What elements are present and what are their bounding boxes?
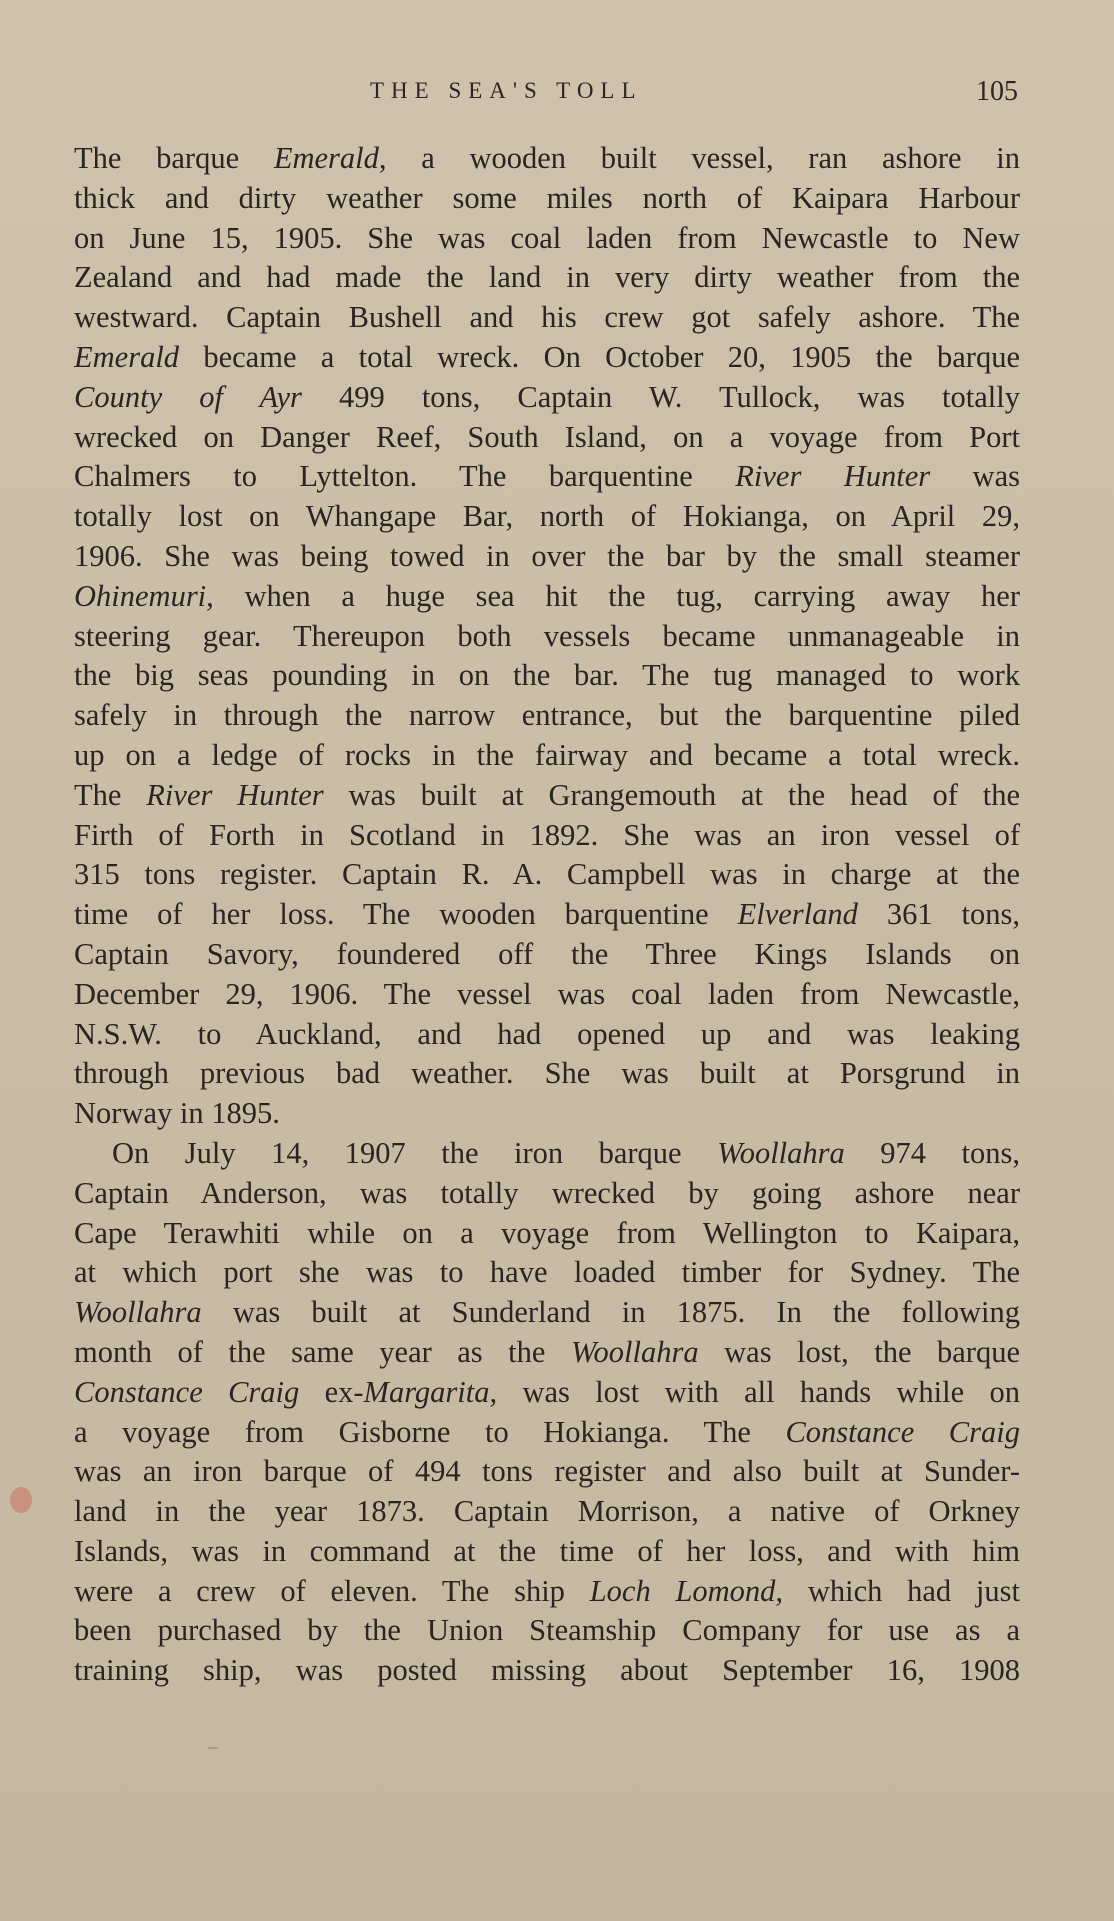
text-line: 1906. She was being towed in over the bar by the small steamer [74,538,1020,573]
text-line: Emerald became a total wreck. On October 20, 1905 the barque [74,339,1020,374]
italic-ship-name: Margarita, [363,1374,498,1409]
italic-ship-name: Woollahra [74,1295,202,1330]
text-line: safely in through the narrow entrance, but the barquentine piled [74,698,1020,733]
italic-ship-name: River Hunter [146,777,324,812]
text-line: Ohinemuri, when a huge sea hit the tug, carrying away her [74,578,1020,613]
paragraph [74,139,1020,1134]
text-line: Norway in 1895. [74,1096,280,1131]
text-line: were a crew of eleven. The ship Loch Lomond, which had just [74,1573,1020,1608]
text-line: thick and dirty weather some miles north of Kaipara Harbour [74,180,1020,215]
text-line: December 29, 1906. The vessel was coal laden from Newcastle, [74,976,1020,1011]
paragraph [74,1134,1020,1691]
italic-ship-name: Elverland [737,897,858,932]
italic-ship-name: Ohinemuri, [74,578,214,613]
text-line: On July 14, 1907 the iron barque Woollahra 974 tons, [112,1135,1020,1170]
text-line: month of the same year as the Woollahra was lost, the barque [74,1334,1020,1369]
text-line: County of Ayr 499 tons, Captain W. Tullock, was totally [74,379,1020,414]
text-line: 315 tons register. Captain R. A. Campbell was in charge at the [74,857,1020,892]
body-text [74,139,1020,1691]
italic-ship-name: Constance Craig [74,1374,300,1409]
text-line: been purchased by the Union Steamship Company for use as a [74,1613,1020,1648]
italic-ship-name: River Hunter [735,459,931,494]
italic-ship-name: Emerald [74,339,180,374]
text-line: Captain Anderson, was totally wrecked by going ashore near [74,1175,1020,1210]
text-line: steering gear. Thereupon both vessels became unmanageable in [74,618,1020,653]
text-line: wrecked on Danger Reef, South Island, on a voyage from Port [74,419,1020,454]
running-head [0,78,1114,114]
italic-ship-name: Woollahra [717,1135,845,1170]
running-title: THE SEA'S TOLL [370,78,643,103]
text-line: Captain Savory, foundered off the Three Kings Islands on [74,936,1020,971]
text-line: at which port she was to have loaded timber for Sydney. The [74,1255,1020,1290]
text-line: the big seas pounding in on the bar. The tug managed to work [74,658,1020,693]
text-line: Constance Craig ex-Margarita, was lost with all hands while on [74,1374,1020,1409]
text-line: N.S.W. to Auckland, and had opened up and was leaking [74,1016,1020,1051]
text-line: through previous bad weather. She was built at Porsgrund in [74,1056,1020,1091]
italic-ship-name: Constance Craig [785,1414,1020,1449]
text-line: on June 15, 1905. She was coal laden from Newcastle to New [74,220,1020,255]
text-line: land in the year 1873. Captain Morrison, a native of Orkney [74,1494,1020,1529]
italic-ship-name: Loch Lomond, [589,1573,784,1608]
text-line: up on a ledge of rocks in the fairway and became a total wreck. [74,737,1020,772]
paper-stain [10,1487,32,1513]
italic-ship-name: Woollahra [570,1334,699,1369]
text-line: Woollahra was built at Sunderland in 1875. In the following [74,1295,1020,1330]
text-line: westward. Captain Bushell and his crew got safely ashore. The [74,300,1020,335]
text-line: a voyage from Gisborne to Hokianga. The Constance Craig [74,1414,1020,1449]
text-line: was an iron barque of 494 tons register and also built at Sunder- [74,1454,1020,1489]
text-line: Zealand and had made the land in very dirty weather from the [74,260,1020,295]
pencil-mark [208,1747,218,1749]
text-line: Firth of Forth in Scotland in 1892. She was an iron vessel of [74,817,1020,852]
page-number: 105 [976,76,1018,107]
italic-ship-name: Emerald, [273,141,387,175]
text-line: Chalmers to Lyttelton. The barquentine River Hunter was [74,459,1020,494]
text-line: Islands, was in command at the time of her loss, and with him [74,1533,1020,1568]
text-line: The barque Emerald, a wooden built vessel, ran ashore in [74,141,1020,175]
text-line: training ship, was posted missing about September 16, 1908 [74,1653,1020,1688]
text-line: Cape Terawhiti while on a voyage from Wellington to Kaipara, [74,1215,1020,1250]
italic-ship-name: County of Ayr [74,379,302,414]
text-line: totally lost on Whangape Bar, north of Hokianga, on April 29, [74,499,1020,534]
text-line: The River Hunter was built at Grangemouth at the head of the [74,777,1020,812]
text-line: time of her loss. The wooden barquentine Elverland 361 tons, [74,897,1021,932]
